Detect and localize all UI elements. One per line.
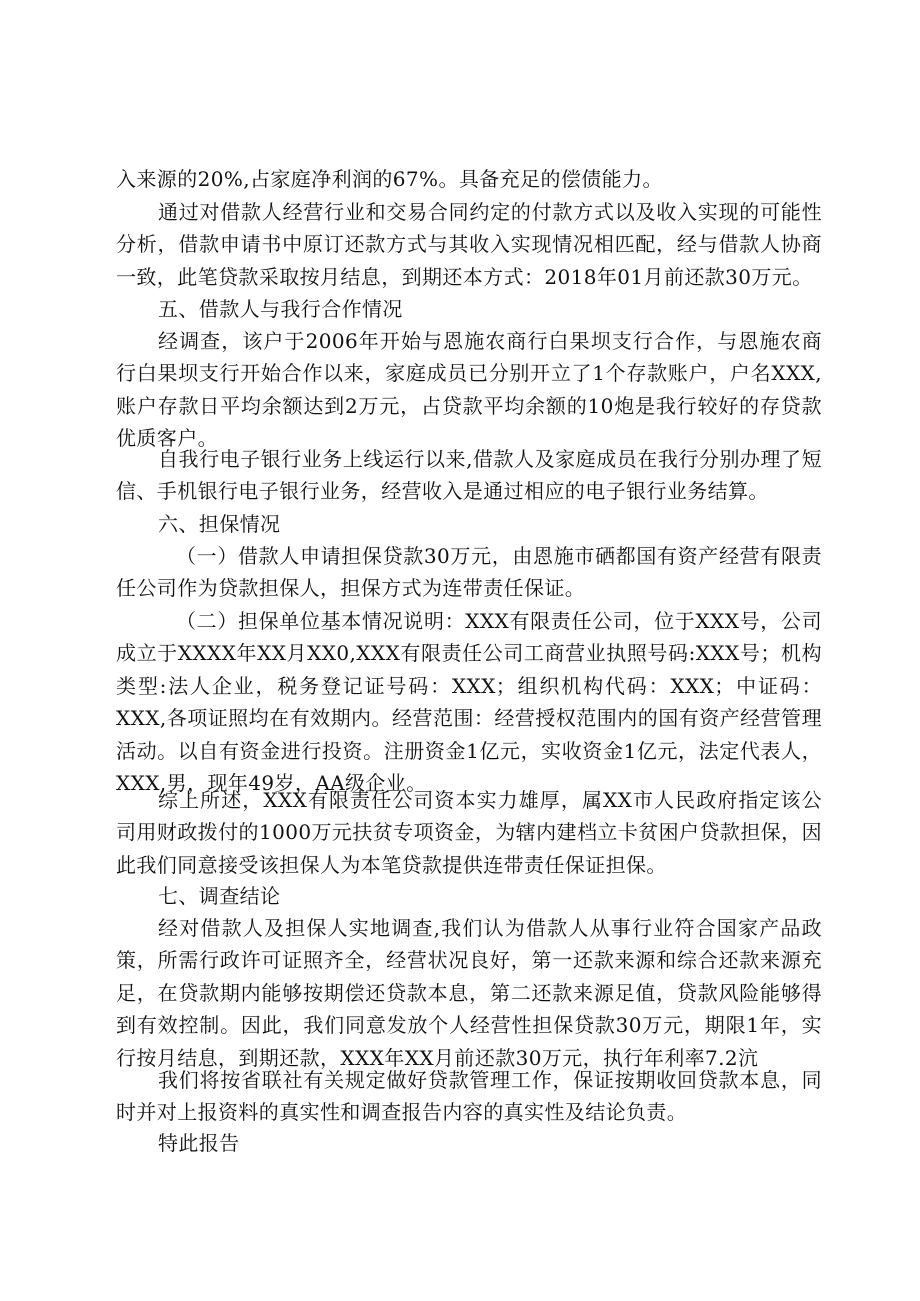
paragraph-repayment-method: 通过对借款人经营行业和交易合同约定的付款方式以及收入实现的可能性分析，借款申请书中原订还款方式与其收入实现情况相匹配，经与借款人协商一致，此笔贷款采取按月结息，到期还本方式：2018年01月前还款30万元。 [116,200,822,289]
section-heading-7-conclusion: 七、调查结论 [158,884,281,908]
paragraph-guarantor-details: （二）担保单位基本情况说明：XXX有限责任公司，位于XXX号，公司成立于XXXX年XX月XX0,XXX有限责任公司工商营业执照号码:XXX号；机构类型:法人企业，税务登记证号码：XXX；组织机构代码：XXX；中证码：XXX,各项证照均在有效期内。经营范围：经营授权范围内的国有资产经营管理活动。以自有资金进行投资。注册资金1亿元，实收资金1亿元，法定代表人，XXX,男，现年49岁，AA级企业。 [116,609,822,796]
paragraph-investigation-conclusion: 经对借款人及担保人实地调查,我们认为借款人从事行业符合国家产品政策，所需行政许可证照齐全，经营状况良好，第一还款来源和综合还款来源充足，在贷款期内能够按期偿还贷款本息，第二还款来源足值，贷款风险能够得到有效控制。因此，我们同意发放个人经营性担保贷款30万元，期限1年，实行按月结息，到期还款，XXX年XX月前还款30万元，执行年利率7.2沆 [116,916,822,1070]
paragraph-responsibility: 我们将按省联社有关规定做好贷款管理工作，保证按期收回贷款本息，同时并对上报资料的真实性和调查报告内容的真实性及结论负责。 [116,1068,822,1125]
section-heading-6-guarantee: 六、担保情况 [158,512,281,536]
paragraph-e-banking: 自我行电子银行业务上线运行以来,借款人及家庭成员在我行分别办理了短信、手机银行电子银行业务，经营收入是通过相应的电子银行业务结算。 [116,447,822,504]
paragraph-cooperation-history: 经调查，该户于2006年开始与恩施农商行白果坝支行合作，与恩施农商行白果坝支行开始合作以来，家庭成员已分别开立了1个存款账户，户名XXX,账户存款日平均余额达到2万元，占贷款平均余额的10炮是我行较好的存贷款优质客户。 [116,329,822,451]
paragraph-income-source-end: 入来源的20%,占家庭净利润的67%。具备充足的偿债能力。 [116,167,663,191]
paragraph-guarantor-summary: 综上所述，XXX有限责任公司资本实力雄厚，属XX市人民政府指定该公司用财政拨付的1000万元扶贫专项资金，为辖内建档立卡贫困户贷款担保，因此我们同意接受该担保人为本笔贷款提供连带责任保证担保。 [116,788,822,877]
paragraph-guarantee-loan: （一）借款人申请担保贷款30万元，由恩施市硒都国有资产经营有限责任公司作为贷款担保人，担保方式为连带责任保证。 [116,544,822,601]
section-heading-5-cooperation: 五、借款人与我行合作情况 [158,297,403,321]
closing-statement: 特此报告 [158,1131,240,1155]
